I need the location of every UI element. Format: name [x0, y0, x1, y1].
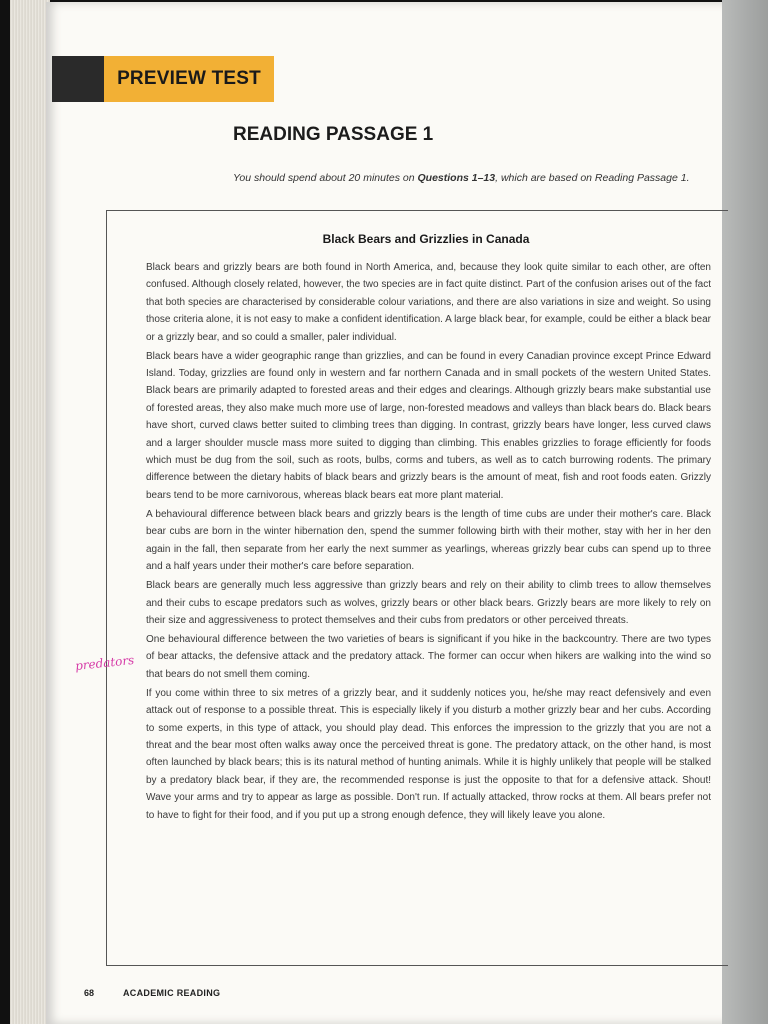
paragraph-3: A behavioural difference between black bears and grizzly bears is the length of time cubs are under their mother's care. Black bear cubs are born in the winter hibernation den, spend the summer following birth with their mother, stay with her in her den again in the fall, then separate from her early the next summer as yearlings, whereas grizzly bear cubs can spend up to three and a half years under their mother's care before separation. [146, 508, 711, 573]
paragraph-2: Black bears have a wider geographic range than grizzlies, and can be found in every Canadian province except Prince Edward Island. Today, grizzlies are found only in western and far northern Canada and in small pockets of the western United States. Black bears are primarily adapted to forested areas and their edges and clearings. Although grizzly bears make substantial use of forested areas, they also make much more use of large, non-forested meadows and valleys than black bears do. Black bears have short, curved claws better suited to climbing trees than digging. In contrast, grizzly bears have longer, less curved claws and a larger shoulder muscle mass more suited to digging than climbing. This enables grizzlies to forage efficiently for foods which must be dug from the soil, such as roots, bulbs, corms and tubers, as well as to catch burrowing rodents. The primary difference between the dietary habits of black bears and grizzly bears is the amount of meat, fish and root foods eaten. Grizzly bears tend to be more carnivorous, whereas black bears eat more plant material. [146, 350, 711, 501]
handwritten-margin-note: predators [74, 652, 135, 674]
paragraph-5: One behavioural difference between the two varieties of bears is significant if you hike in the backcountry. There are two types of bear attacks, the defensive attack and the predatory attack. The former can occur when hikers are walking into the wind so that bears do not smell them coming. [146, 633, 711, 680]
preview-test-tab [104, 56, 274, 102]
next-page-shadow [722, 0, 768, 1024]
paragraph-4: Black bears are generally much less aggressive than grizzly bears and rely on their ability to climb trees to allow themselves and their cubs to escape predators such as wolves, grizzly bears or other black bears. Grizzly bears are more likely to rely on their size and aggressiveness to protect themselves and their cubs from predators or other perceived threats. [146, 580, 711, 626]
paragraph-1: Black bears and grizzly bears are both found in North America, and, because they look quite similar to each other, are often confused. Although closely related, however, the two species are in fact quite distinct. Part of the confusion arises out of the fact that both species are characterised by considerable colour variations, and there are also variations in size and weight. So using those criteria alone, it is not easy to make a confident identification. A large black bear, for example, could be either a black bear or a grizzly bear, and so could a smaller, paler individual. [146, 262, 711, 343]
article-title: Black Bears and Grizzlies in Canada [322, 232, 530, 246]
passage-instructions [233, 171, 698, 186]
page-number: 68 [84, 988, 95, 998]
paragraph-6: If you come within three to six metres of a grizzly bear, and it suddenly notices you, he/she may react defensively and even attack out of response to a possible threat. This is especially likely if you disturb a mother grizzly bear and her cubs. According to some experts, in this type of attack, you should play dead. This enforces the impression to the grizzly that you are not a threat and the bear most often walks away once the perceived threat is gone. The predatory attack, on the other hand, is most often launched by black bears; this is its natural method of hunting animals. While it is highly unlikely that people will be stalked by a predatory black bear, if they are, the recommended response is just the opposite to that for a defensive attack. Shout! Wave your arms and try to appear as large as possible. Don't run. If actually attacked, throw rocks at them. All bears prefer not to have to fight for their food, and if you put up a strong enough defence, they will likely leave you alone. [146, 687, 711, 821]
preview-test-label: PREVIEW TEST [117, 68, 261, 89]
instructions-questions: Questions 1–13 [417, 172, 496, 184]
running-footer: ACADEMIC READING [123, 988, 221, 998]
passage-title: READING PASSAGE 1 [233, 124, 434, 145]
page-edges [10, 0, 50, 1024]
instructions-text-end: , which are based on Reading Passage 1. [495, 172, 690, 184]
article-body [146, 259, 711, 826]
header-dark-bar [52, 56, 106, 102]
instructions-text: You should spend about 20 minutes on [233, 172, 418, 184]
